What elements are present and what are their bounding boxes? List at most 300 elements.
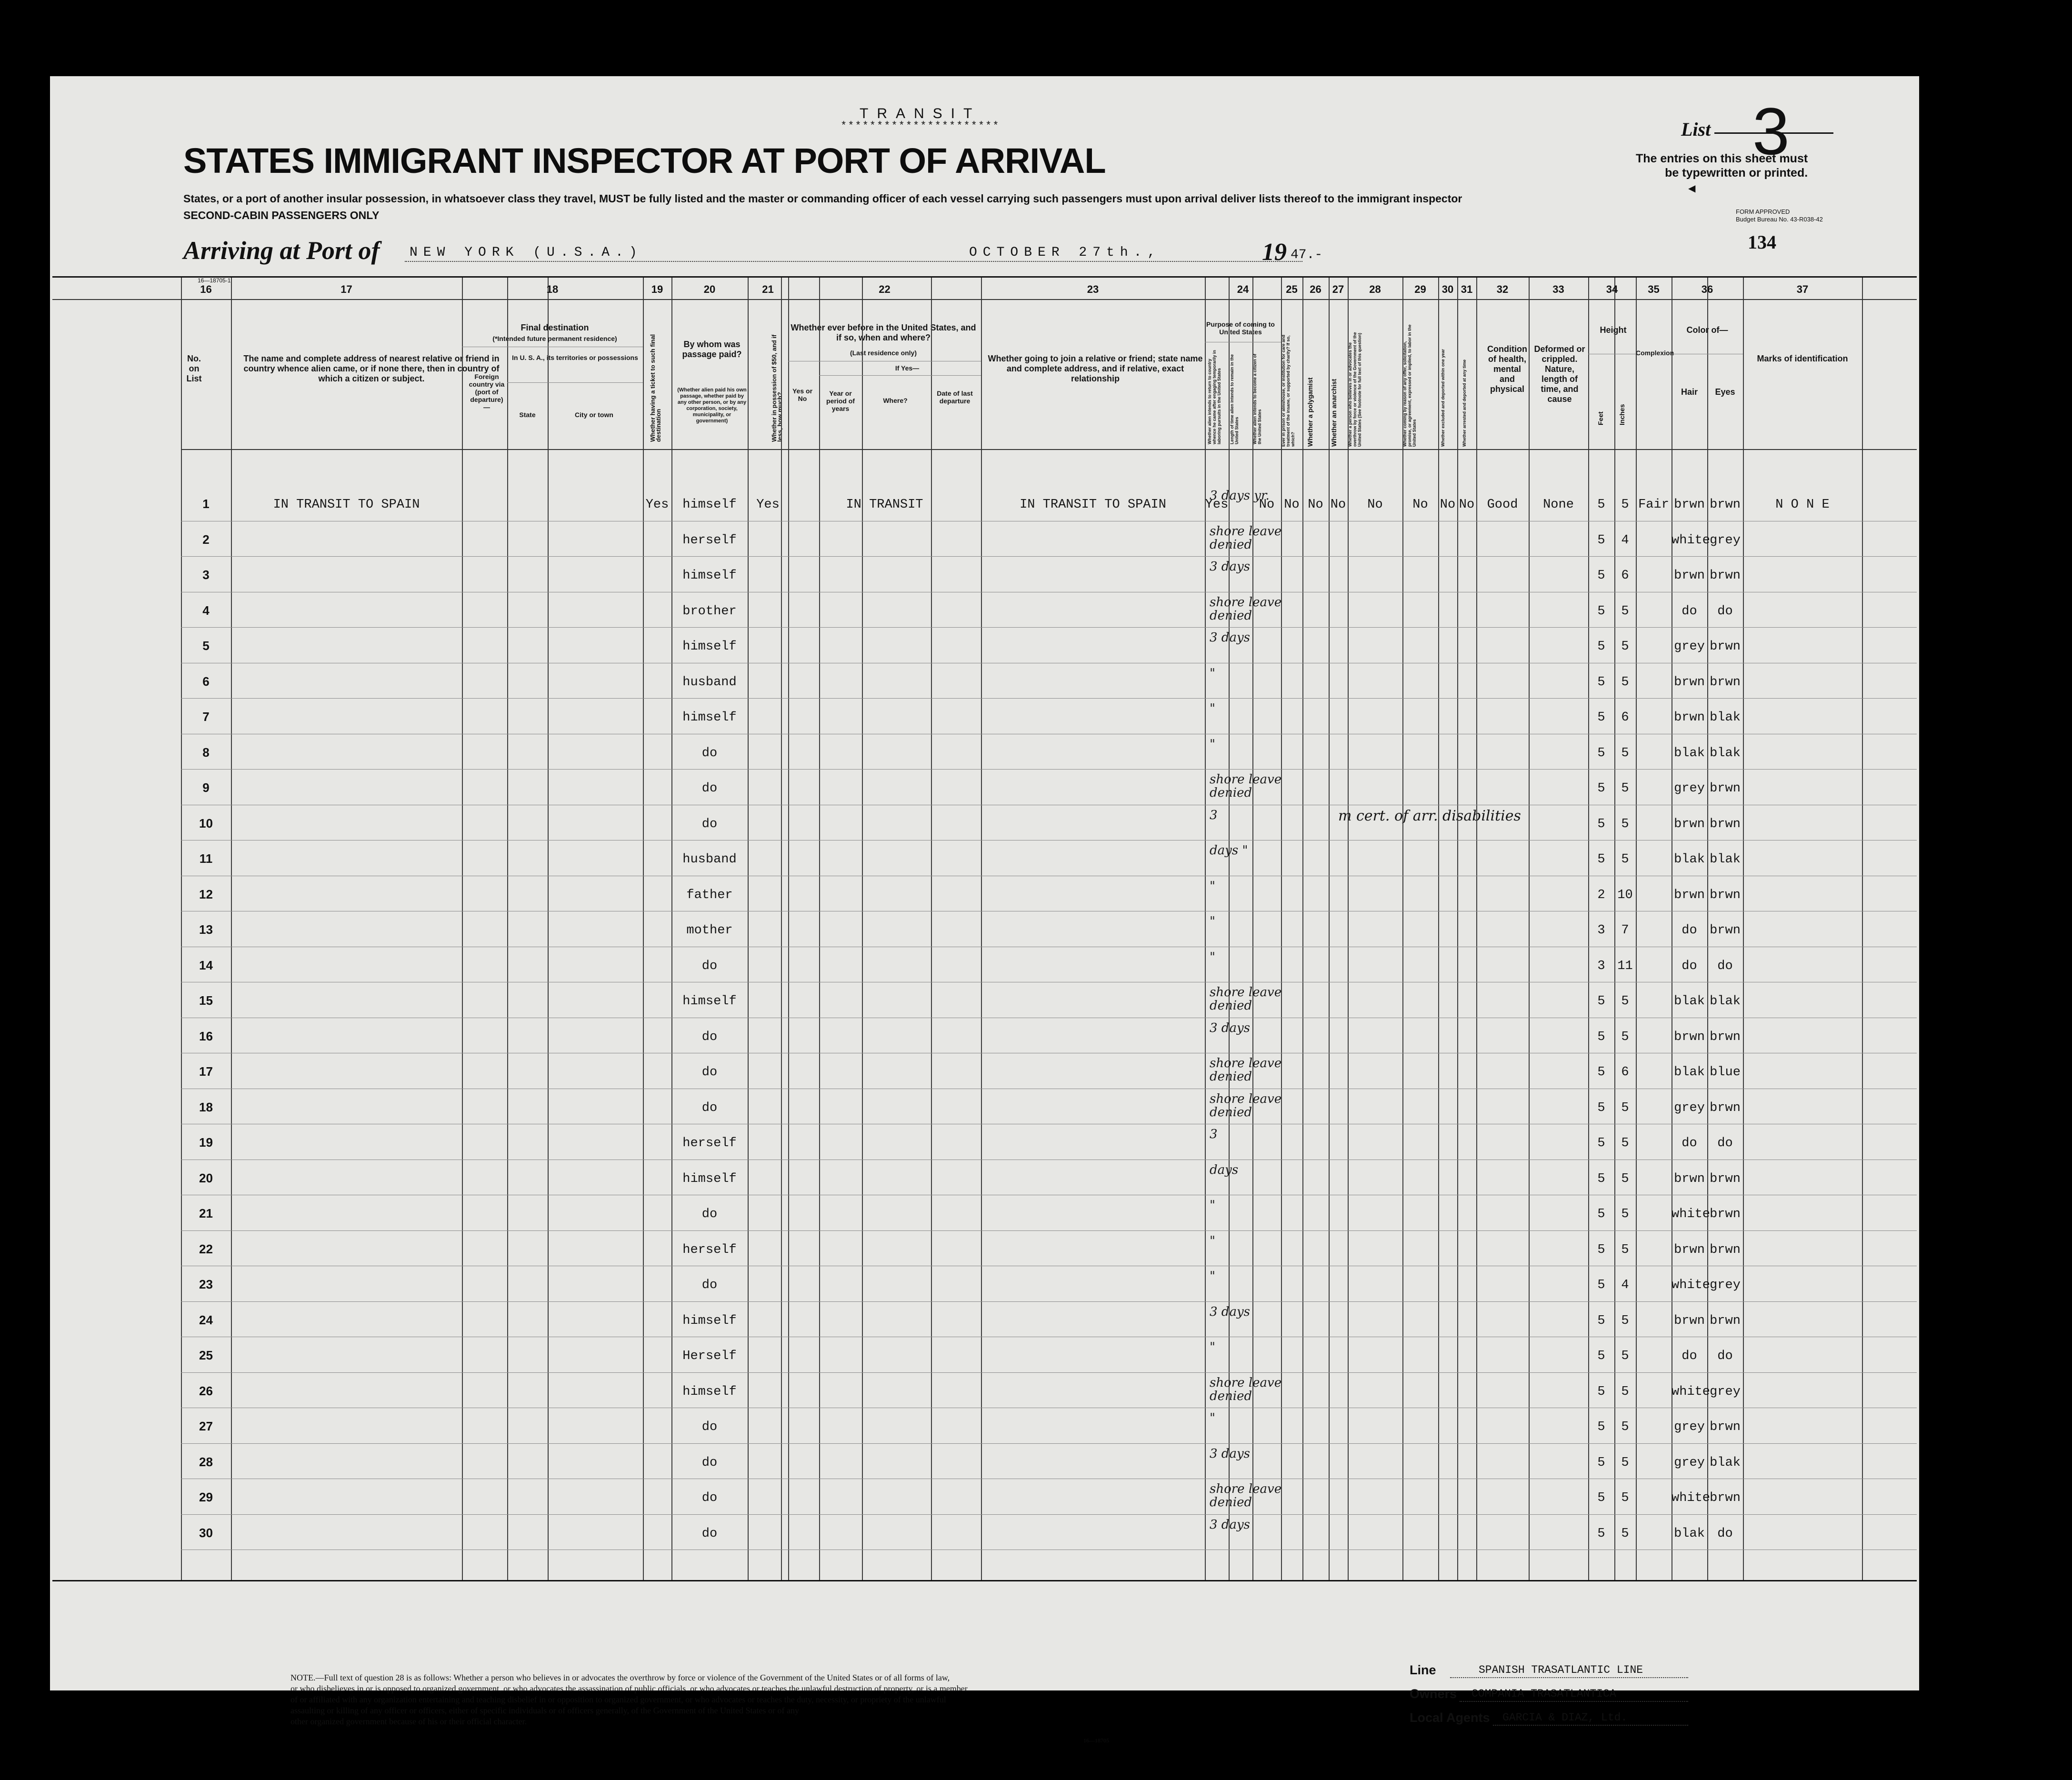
cell-eyes: brwn (1710, 1100, 1741, 1115)
cell-in: 5 (1621, 1207, 1629, 1221)
column-divider (981, 278, 982, 1580)
header-c24: Purpose of coming to United States (1206, 320, 1275, 336)
cell-hair: brwn (1674, 1030, 1705, 1044)
cell-c24b: shore leave denied (1210, 524, 1282, 552)
column-number: 34 (1606, 283, 1618, 295)
cell-c24b: 3 days (1210, 1020, 1250, 1035)
cell-ft: 5 (1597, 1065, 1605, 1080)
arriving-label: Arriving at Port of (183, 236, 380, 265)
intro-line-1: States, or a port of another insular possession, in whatsoever class they travel, MUST be fully listed and the master or commanding officer of each vessel carrying such passengers must upon arrival deliver lists thereof to the immigrant inspector (183, 192, 1462, 205)
cell-c24b: " (1210, 1340, 1215, 1354)
cell-c24b: " (1210, 701, 1215, 716)
column-number: 29 (1414, 283, 1426, 295)
form-approved (1736, 208, 1823, 223)
cell-c20: do (701, 781, 718, 796)
header-c21: Whether in possession of $50, and if less, how much? (771, 334, 783, 442)
arrival-year-suffix: 47.- (1291, 248, 1323, 262)
cell-c24b: 3 days (1210, 1446, 1250, 1461)
footnote-line-4: assaulting or killing of any officer or officers, either of specific individuals or of officers generally, of the Government of the United States or of any (290, 1706, 800, 1715)
column-number: 27 (1332, 283, 1344, 295)
column-divider (1348, 278, 1349, 1580)
line-dotted-line (1450, 1677, 1688, 1678)
cell-c20: do (701, 959, 718, 973)
cell-hair: grey (1674, 1420, 1705, 1434)
row-number: 6 (202, 674, 210, 689)
cell-ft: 3 (1597, 959, 1605, 973)
header-c22-where: Where? (883, 397, 908, 404)
column-divider (1636, 278, 1637, 1580)
cell-c24b: " (1210, 879, 1215, 893)
arrival-port: NEW YORK (U.S.A.) (410, 245, 643, 260)
cell-c20: himself (682, 1171, 737, 1186)
column-number: 23 (1087, 283, 1099, 295)
cell-eyes: brwn (1710, 1313, 1741, 1328)
list-label: List (1681, 119, 1711, 140)
row-number: 28 (199, 1454, 213, 1469)
cell-c20: do (701, 1207, 718, 1221)
row-number: 4 (202, 603, 210, 618)
cell-ft: 5 (1597, 675, 1605, 690)
row-number: 13 (199, 922, 213, 937)
column-number: 28 (1369, 283, 1381, 295)
form-id-bottom: 16—18705 (1083, 1737, 1109, 1744)
cell-c24b: 3 (1210, 808, 1218, 822)
header-subrule (819, 375, 981, 376)
owners-value: COMPANIA TRASATLANTICA (1471, 1688, 1616, 1700)
cell-c20: do (701, 1278, 718, 1292)
header-c22-ifyes: If Yes— (895, 364, 920, 372)
column-number: 25 (1286, 283, 1298, 295)
row-number: 11 (199, 851, 213, 866)
date-dotted-line (888, 261, 1302, 262)
cell-c24b: 3 days yr. (1210, 489, 1270, 503)
cell-eyes: blue (1710, 1065, 1741, 1080)
form-approved-line-2: Budget Bureau No. 43-R038-42 (1736, 216, 1823, 223)
header-c18-sub: (*Intended future permanent residence) (492, 335, 617, 342)
column-divider (462, 278, 463, 1580)
cell-c33: None (1543, 498, 1574, 512)
column-divider (1862, 278, 1863, 1580)
form-id-top: 16—18705-1 (198, 277, 231, 284)
footnote-line-3: of or affiliated with any organization entertaining and teaching disbelief in or opposition to organized government, or who advocates or teaches the duty, necessity, or propriety of the unlawful (290, 1695, 946, 1704)
entries-note (1636, 151, 1808, 180)
cell-c24b: " (1210, 950, 1215, 964)
cell-eyes: do (1717, 1136, 1733, 1150)
cell-c20: herself (682, 1136, 737, 1150)
cell-c24c: No (1259, 498, 1275, 512)
cell-c31: No (1459, 498, 1475, 512)
cell-hair: blak (1674, 746, 1705, 760)
header-c25: Ever in prison or almshouse, or institution for care and treatment of the insane, or supported by charity? If so, which? (1281, 334, 1295, 447)
row-number: 30 (199, 1525, 213, 1540)
column-divider (819, 278, 820, 1580)
header-c24-a: Whether alien intends to return to country whence he came after engaging temporarily in laboring pursuits in the United States (1207, 350, 1221, 444)
cell-c20: himself (682, 1384, 737, 1399)
arrival-year-prefix: 19 (1262, 239, 1287, 266)
line-label: Line (1410, 1663, 1436, 1677)
header-c18-foreign: Foreign country via (port of departure)— (469, 373, 505, 411)
page-title: STATES IMMIGRANT INSPECTOR AT PORT OF ARRIVAL (183, 141, 1106, 180)
column-divider (1329, 278, 1330, 1580)
cell-c20: do (701, 817, 718, 831)
cell-c20: husband (682, 852, 737, 867)
header-c16: No. on List (186, 354, 202, 383)
cell-hair: brwn (1674, 1242, 1705, 1257)
cell-in: 6 (1621, 1065, 1629, 1080)
row-number: 1 (202, 497, 210, 511)
column-divider (788, 278, 789, 1580)
header-c20: By whom was passage paid? (682, 340, 742, 359)
cell-hair: grey (1674, 781, 1705, 796)
cell-c24b: 3 days (1210, 630, 1250, 645)
cell-ft: 5 (1597, 817, 1605, 831)
header-c37: Marks of identification (1757, 354, 1848, 363)
row-number: 29 (199, 1490, 213, 1504)
column-divider (1402, 278, 1403, 1580)
cell-in: 5 (1621, 1491, 1629, 1505)
header-c35: Complexion (1636, 349, 1674, 357)
manifest-table (52, 276, 1917, 1581)
row-rule (181, 1372, 1917, 1373)
cell-eyes: blak (1710, 1455, 1741, 1470)
cell-hair: grey (1674, 1455, 1705, 1470)
agents-label: Local Agents (1410, 1710, 1490, 1725)
cell-in: 11 (1617, 959, 1633, 973)
column-number: 33 (1552, 283, 1564, 295)
column-number: 26 (1310, 283, 1321, 295)
cell-in: 6 (1621, 710, 1629, 725)
sheet-number: 134 (1748, 231, 1776, 253)
cell-ft: 5 (1597, 1100, 1605, 1115)
port-dotted-line (405, 261, 921, 262)
cell-ft: 5 (1597, 1171, 1605, 1186)
row-rule (181, 556, 1917, 557)
column-number: 36 (1701, 283, 1713, 295)
cell-ft: 5 (1597, 569, 1605, 583)
cell-in: 5 (1621, 1384, 1629, 1399)
cell-in: 5 (1621, 1420, 1629, 1434)
cell-ft: 5 (1597, 1313, 1605, 1328)
header-c30: Whether excluded and deported within one year (1441, 349, 1445, 447)
cell-ft: 5 (1597, 604, 1605, 619)
owners-label: Owners (1410, 1687, 1457, 1701)
header-c36: Color of— (1686, 325, 1728, 335)
cell-c24b: shore leave denied (1210, 772, 1282, 800)
cell-c20: himself (682, 994, 737, 1009)
cell-eyes: brwn (1710, 675, 1741, 690)
cell-ft: 5 (1597, 1136, 1605, 1150)
cell-c20: herself (682, 1242, 737, 1257)
row-number: 8 (202, 745, 210, 760)
cell-c20: mother (686, 923, 733, 938)
row-number: 23 (199, 1277, 213, 1291)
row-number: 14 (199, 958, 213, 972)
cell-ft: 5 (1597, 640, 1605, 654)
cell-eyes: brwn (1710, 1420, 1741, 1434)
cell-c24b: " (1210, 737, 1215, 751)
cell-ft: 5 (1597, 1384, 1605, 1399)
row-rule (181, 627, 1917, 628)
cell-hair: brwn (1674, 675, 1705, 690)
column-number: 18 (546, 283, 559, 295)
column-number: 31 (1461, 283, 1473, 295)
row-rule (181, 698, 1917, 699)
cell-ft: 5 (1597, 1349, 1605, 1363)
header-c36-hair: Hair (1681, 387, 1698, 397)
cell-hair: white (1672, 1207, 1711, 1221)
column-divider (1205, 278, 1206, 1580)
agents-dotted-line (1493, 1725, 1688, 1726)
cell-c24b: shore leave denied (1210, 1091, 1282, 1120)
cell-eyes: brwn (1710, 817, 1741, 831)
cell-c20: do (701, 1491, 718, 1505)
column-number: 35 (1648, 283, 1660, 295)
cell-in: 5 (1621, 1455, 1629, 1470)
cell-ft: 5 (1597, 1491, 1605, 1505)
cell-in: 5 (1621, 817, 1629, 831)
cell-in: 5 (1621, 1242, 1629, 1257)
cell-eyes: blak (1710, 852, 1741, 867)
cell-c26: No (1308, 498, 1323, 512)
cell-hair: grey (1674, 640, 1705, 654)
cell-in: 4 (1621, 1278, 1629, 1292)
header-c26: Whether a polygamist (1306, 377, 1314, 447)
column-number: 16 (200, 283, 212, 295)
cell-hair: blak (1674, 1526, 1705, 1541)
header-c18-state: State (519, 411, 536, 419)
row-number: 17 (199, 1064, 213, 1079)
header-rule (52, 299, 1917, 300)
cell-eyes: blak (1710, 994, 1741, 1009)
cell-c24b: shore leave denied (1210, 595, 1282, 623)
cell-hair: brwn (1674, 710, 1705, 725)
cell-eyes: blak (1710, 710, 1741, 725)
c24-annotation-row12: m cert. of arr. disabilities (1338, 808, 1521, 824)
cell-ft: 5 (1597, 1242, 1605, 1257)
entries-note-line-2: be typewritten or printed. (1665, 166, 1808, 180)
cell-c20: do (701, 1030, 718, 1044)
cell-in: 5 (1621, 1171, 1629, 1186)
header-c18-usa: In U. S. A., its territories or possessions (512, 354, 638, 361)
cell-c19: Yes (645, 498, 669, 512)
cell-hair: do (1682, 1349, 1697, 1363)
cell-c23: IN TRANSIT TO SPAIN (1020, 498, 1166, 512)
footnote-line-2: or who disbelieves in or is opposed to organized government, or who advocates the assassination of public officials, or who advocates or teaches the unlawful destruction of property, or is a member (290, 1684, 968, 1693)
footnote-line-1: NOTE.—Full text of question 28 is as follows: Whether a person who believes in or advocates the overthrow by force or violence of the Government of the United States or of all forms of law, (290, 1673, 950, 1682)
header-c34-inches: Inches (1618, 404, 1626, 425)
cell-in: 5 (1621, 1349, 1629, 1363)
cell-c21: Yes (756, 498, 780, 512)
cell-c20: himself (682, 640, 737, 654)
cell-ft: 5 (1597, 1420, 1605, 1434)
cell-c20: do (701, 746, 718, 760)
footnote (290, 1672, 968, 1727)
cell-ft: 5 (1597, 994, 1605, 1009)
cell-in: 5 (1621, 1313, 1629, 1328)
cell-hair: brwn (1674, 1171, 1705, 1186)
header-c17: The name and complete address of nearest relative or friend in country whence alien came, or if none there, then in country of which a citizen or subject. (243, 354, 500, 383)
cell-c24b: shore leave denied (1210, 1375, 1282, 1403)
cell-c20: father (686, 888, 733, 902)
owners-dotted-line (1460, 1701, 1688, 1702)
cell-eyes: brwn (1710, 640, 1741, 654)
header-c36-eyes: Eyes (1715, 387, 1735, 397)
header-c22-yesno: Yes or No (792, 387, 813, 402)
cell-in: 6 (1621, 569, 1629, 583)
cell-eyes: do (1717, 604, 1733, 619)
row-rule (181, 1443, 1917, 1444)
cell-hair: do (1682, 1136, 1697, 1150)
cell-c20: herself (682, 533, 737, 548)
cell-c20: do (701, 1526, 718, 1541)
row-number: 20 (199, 1170, 213, 1185)
row-number: 25 (199, 1348, 213, 1362)
cell-eyes: brwn (1710, 781, 1741, 796)
cell-ft: 5 (1597, 852, 1605, 867)
cell-eyes: brwn (1710, 569, 1741, 583)
entries-note-line-1: The entries on this sheet must (1636, 152, 1808, 165)
transit-stars: ********************** (841, 120, 1000, 132)
intro-text (183, 190, 1462, 224)
cell-hair: brwn (1674, 1313, 1705, 1328)
cell-in: 5 (1621, 604, 1629, 619)
cell-ft: 5 (1597, 746, 1605, 760)
header-c18-city: City or town (575, 411, 613, 419)
cell-in: 7 (1621, 923, 1629, 938)
agents-value: GARCIA & DIAZ, Ltd. (1502, 1711, 1628, 1724)
cell-in: 5 (1621, 1136, 1629, 1150)
row-rule (181, 1514, 1917, 1515)
header-c27: Whether an anarchist (1330, 379, 1338, 447)
cell-c24b: 3 days (1210, 1304, 1250, 1319)
cell-c25: No (1284, 498, 1300, 512)
column-number: 20 (703, 283, 716, 295)
cell-ft: 5 (1597, 1207, 1605, 1221)
row-number: 26 (199, 1383, 213, 1398)
header-c18: Final destination (521, 323, 589, 332)
header-c19: Whether having a ticket to such final destination (649, 334, 662, 442)
cell-hair: brwn (1674, 817, 1705, 831)
row-number: 15 (199, 993, 213, 1008)
cell-hair: brwn (1674, 498, 1705, 512)
cell-c24b: shore leave denied (1210, 985, 1282, 1013)
row-number: 27 (199, 1419, 213, 1433)
cell-c24b: 3 (1210, 1127, 1218, 1141)
cell-in: 5 (1621, 1526, 1629, 1541)
cell-comp: Fair (1638, 498, 1669, 512)
cell-c24a: Yes (1205, 498, 1229, 512)
row-number: 10 (199, 816, 213, 830)
cell-c24b: days " (1210, 843, 1248, 858)
row-number: 18 (199, 1100, 213, 1114)
header-c20-sub: (Whether alien paid his own passage, whether paid by any other person, or by any corporation, society, municipality, or government) (677, 387, 747, 424)
cell-c24b: days (1210, 1162, 1239, 1177)
row-rule (181, 1301, 1917, 1302)
cell-ft: 5 (1597, 710, 1605, 725)
cell-hair: do (1682, 959, 1697, 973)
cell-in: 5 (1621, 675, 1629, 690)
cell-eyes: grey (1710, 1278, 1741, 1292)
cell-c24b: 3 days (1210, 1517, 1250, 1532)
cell-c24b: shore leave denied (1210, 1056, 1282, 1084)
cell-c24b: " (1210, 1269, 1215, 1283)
cell-c20: himself (682, 498, 737, 512)
cell-eyes: do (1717, 1526, 1733, 1541)
arrival-date: OCTOBER 27th., (969, 245, 1161, 260)
cell-ft: 5 (1597, 533, 1605, 548)
cell-c20: himself (682, 1313, 737, 1328)
list-number: 3 (1752, 94, 1790, 169)
column-number: 17 (340, 283, 352, 295)
cell-in: 10 (1617, 888, 1633, 902)
cell-eyes: do (1717, 1349, 1733, 1363)
cell-c20: do (701, 1420, 718, 1434)
cell-in: 5 (1621, 498, 1629, 512)
cell-hair: white (1672, 1278, 1711, 1292)
cell-c37: N O N E (1775, 498, 1830, 512)
cell-hair: brwn (1674, 888, 1705, 902)
cell-c17: IN TRANSIT TO SPAIN (273, 498, 420, 512)
cell-eyes: brwn (1710, 1207, 1741, 1221)
cell-c32: Good (1487, 498, 1518, 512)
cell-eyes: brwn (1710, 888, 1741, 902)
cell-in: 5 (1621, 746, 1629, 760)
column-divider (781, 278, 782, 1580)
cell-ft: 3 (1597, 923, 1605, 938)
header-c24-c: Whether alien intends to become a citizen of the United States (1252, 353, 1262, 444)
column-number: 32 (1496, 283, 1509, 295)
column-divider (862, 278, 863, 1580)
row-number: 7 (202, 710, 210, 724)
row-number: 16 (199, 1029, 213, 1043)
column-divider (1476, 278, 1477, 1580)
cell-hair: white (1672, 1384, 1711, 1399)
column-divider (1743, 278, 1744, 1580)
header-c22: Whether ever before in the United States, and if so, when and where? (791, 323, 976, 342)
cell-eyes: brwn (1710, 498, 1741, 512)
row-number: 12 (199, 887, 213, 901)
column-divider (231, 278, 232, 1580)
column-divider (1457, 278, 1458, 1580)
cell-in: 4 (1621, 533, 1629, 548)
header-c23: Whether going to join a relative or friend; state name and complete address, and if relative, exact relationship (988, 354, 1203, 383)
cell-ft: 5 (1597, 781, 1605, 796)
cell-c24b: 3 days (1210, 560, 1250, 574)
header-c31: Whether arrested and deported at any time (1462, 359, 1467, 447)
cell-eyes: brwn (1710, 1491, 1741, 1505)
column-divider (1438, 278, 1439, 1580)
header-c28: Whether a person who believes in or advocates the overthrow by force or violence of the Government of the United States (See footnote for full text of this question) (1348, 332, 1362, 447)
cell-hair: blak (1674, 852, 1705, 867)
column-number: 37 (1796, 283, 1809, 295)
cell-c30: No (1440, 498, 1456, 512)
cell-ft: 5 (1597, 1526, 1605, 1541)
cell-in: 5 (1621, 1100, 1629, 1115)
column-number: 19 (651, 283, 663, 295)
cell-c24b: " (1210, 1411, 1215, 1425)
arrow-left-icon: ◀ (1688, 183, 1696, 194)
cell-hair: white (1672, 533, 1711, 548)
header-c34: Height (1600, 325, 1627, 335)
column-divider (1529, 278, 1530, 1580)
cell-hair: blak (1674, 994, 1705, 1009)
manifest-page (50, 76, 1919, 1744)
cell-hair: blak (1674, 1065, 1705, 1080)
cell-c24b: " (1210, 1233, 1215, 1248)
cell-eyes: grey (1710, 533, 1741, 548)
header-c22-year: Year or period of years (826, 390, 855, 412)
cell-c20: husband (682, 675, 737, 690)
